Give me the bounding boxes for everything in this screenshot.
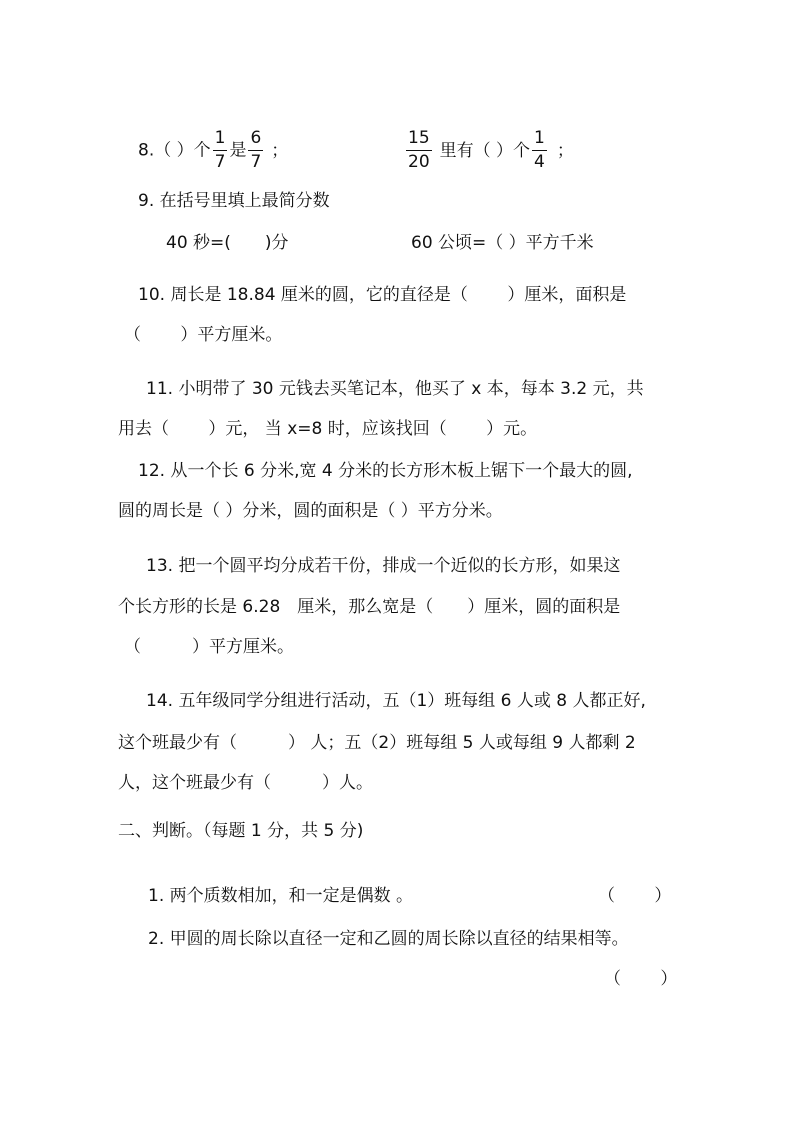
judge-1-answer-paren: （ ） [598,886,672,906]
q8-right-text-a: 里有（ ）个 [439,140,531,161]
q13-line2: 个长方形的长是 6.28 厘米，那么宽是（ ）厘米，圆的面积是 [118,597,621,617]
q10-line2: （ ）平方厘米。 [124,325,283,345]
q14-line2: 这个班最少有（ ） 人；五（2）班每组 5 人或每组 9 人都剩 2 [118,733,636,753]
q12-line2: 圆的周长是（ ）分米，圆的面积是（ ）平方分米。 [118,501,503,521]
q14-line1: 14. 五年级同学分组进行活动，五（1）班每组 6 人或 8 人都正好, [146,691,646,711]
q8-left-fraction-a [213,130,228,171]
q14-line3: 人，这个班最少有（ ）人。 [118,773,373,793]
q9-left: 40 秒=( )分 [166,233,289,253]
fraction-denominator: 4 [534,152,545,172]
q11-line2: 用去（ ）元， 当 x=8 时，应该找回（ ）元。 [118,419,538,439]
fraction-numerator: 1 [532,130,547,151]
section2-title: 二、判断。（每题 1 分，共 5 分) [118,821,364,841]
q8-right [404,130,574,171]
fraction-numerator: 1 [213,130,228,151]
q8-right-fraction-a [406,130,432,171]
q8-left [138,130,288,171]
fraction-numerator: 15 [406,130,432,151]
q8-left-text-a: 8.（ ）个 [138,140,211,161]
judge-1-text: 1. 两个质数相加，和一定是偶数 。 [148,886,414,906]
q10-line1: 10. 周长是 18.84 厘米的圆，它的直径是（ ）厘米，面积是 [138,285,627,305]
q9-right: 60 公顷=（ ）平方千米 [411,233,594,253]
fraction-denominator: 7 [214,152,226,172]
q8-right-text-b: ； [556,140,574,161]
fraction-denominator: 7 [250,152,262,172]
q8-left-text-c: ； [271,140,289,161]
q13-line3: （ ）平方厘米。 [124,637,294,657]
q13-line1: 13. 把一个圆平均分成若干份，排成一个近似的长方形，如果这 [146,556,621,576]
q9-title: 9. 在括号里填上最简分数 [138,191,330,211]
q11-line1: 11. 小明带了 30 元钱去买笔记本，他买了 x 本，每本 3.2 元，共 [146,379,644,399]
judge-2-answer-paren: （ ） [604,969,678,989]
q12-line1: 12. 从一个长 6 分米,宽 4 分米的长方形木板上锯下一个最大的圆, [138,461,633,481]
judge-2-text: 2. 甲圆的周长除以直径一定和乙圆的周长除以直径的结果相等。 [148,929,629,949]
fraction-numerator: 6 [248,130,263,151]
q8-right-fraction-b [532,130,547,171]
q8-left-text-b: 是 [229,140,247,161]
q8-left-fraction-b [248,130,263,171]
fraction-denominator: 20 [408,152,430,172]
